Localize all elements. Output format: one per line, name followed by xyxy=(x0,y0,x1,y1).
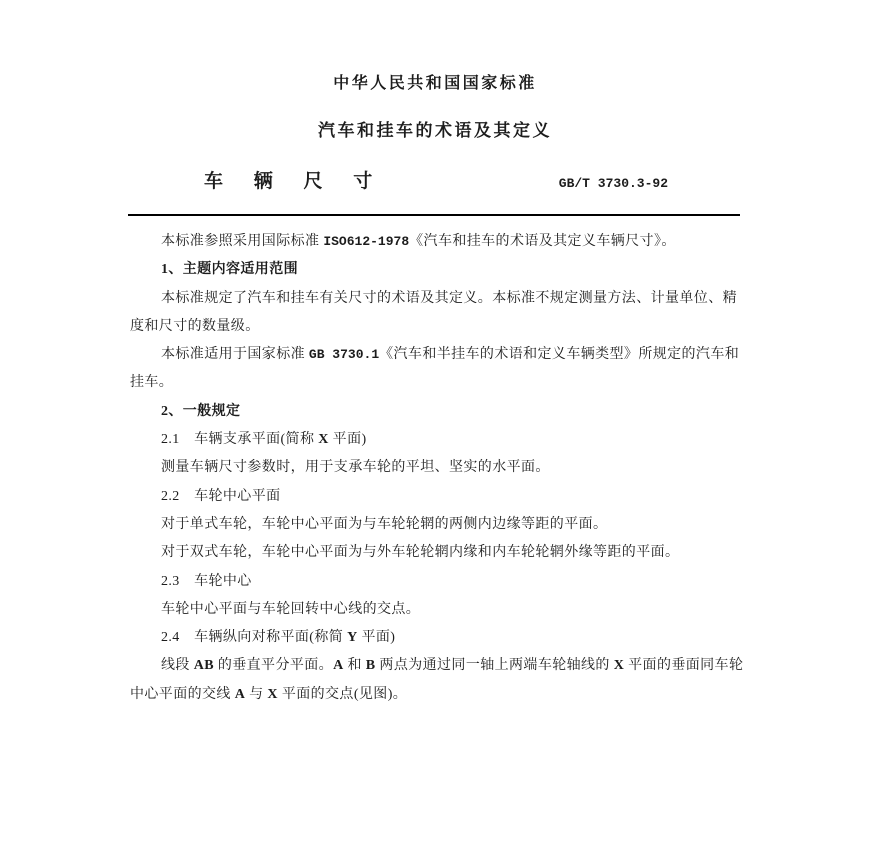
text-line xyxy=(130,681,750,709)
text-run: 与 xyxy=(245,686,268,702)
section-heading xyxy=(130,256,750,284)
text-run: 和 xyxy=(343,658,366,674)
text-line xyxy=(130,228,750,256)
text-run: 2.2 车轮中心平面 xyxy=(161,488,281,504)
text-line xyxy=(130,426,750,454)
text-line xyxy=(130,539,750,567)
text-run: 1、主题内容适用范围 xyxy=(161,262,298,278)
standard-subtitle: 汽车和挂车的术语及其定义 xyxy=(318,121,552,140)
doc-title-row xyxy=(0,171,870,195)
text-run: GB 3730.1 xyxy=(308,347,380,363)
text-line xyxy=(130,568,750,596)
text-run: 2.3 车轮中心 xyxy=(161,573,252,589)
text-line xyxy=(130,285,750,313)
text-run: 平面) xyxy=(328,432,367,448)
document-body xyxy=(0,216,870,709)
text-run: 2.1 车辆支承平面(简称 xyxy=(161,432,319,448)
text-run: ISO612-1978 xyxy=(323,234,410,249)
text-run: 2、一般规定 xyxy=(161,403,241,419)
text-run: 平面的交点(见图)。 xyxy=(277,686,408,702)
text-run: 挂车。 xyxy=(130,375,174,391)
text-run: A xyxy=(333,658,344,674)
text-line xyxy=(130,313,750,341)
document-header xyxy=(0,0,870,216)
text-line xyxy=(130,369,750,397)
text-run: 2.4 车辆纵向对称平面(称简 xyxy=(161,630,348,646)
text-run: X xyxy=(267,686,278,702)
section-heading xyxy=(130,398,750,426)
section-title: 车 辆 尺 寸 xyxy=(204,171,386,192)
text-run: X xyxy=(613,658,625,674)
text-run: A xyxy=(234,686,246,702)
text-run: B xyxy=(365,658,376,674)
text-run: 平面) xyxy=(357,630,396,646)
text-run: X xyxy=(318,432,329,448)
text-line xyxy=(130,624,750,652)
text-run: 线段 xyxy=(161,658,194,674)
text-run: Y xyxy=(347,630,358,646)
text-run: AB xyxy=(193,658,214,674)
text-line xyxy=(130,652,750,680)
text-run: 《汽车和挂车的术语及其定义车辆尺寸》。 xyxy=(409,234,676,249)
text-run: 《汽车和半挂车的术语和定义车辆类型》所规定的汽车和 xyxy=(379,347,740,363)
text-run: 的垂直平分平面。 xyxy=(213,658,334,674)
text-run: 本标准规定了汽车和挂车有关尺寸的术语及其定义。本标准不规定测量方法、计量单位、精 xyxy=(161,290,737,306)
standard-title: 中华人民共和国国家标准 xyxy=(333,75,537,92)
text-line xyxy=(130,483,750,511)
text-run: 平面的垂面同车轮 xyxy=(624,658,744,674)
text-line xyxy=(130,596,750,624)
text-run: 对于双式车轮，车轮中心平面为与外车轮轮辋内缘和内车轮轮辋外缘等距的平面。 xyxy=(161,545,680,561)
text-run: 中心平面的交线 xyxy=(130,686,235,702)
text-line xyxy=(130,511,750,539)
text-run: 测量车辆尺寸参数时，用于支承车轮的平坦、坚实的水平面。 xyxy=(161,460,550,476)
text-run: 本标准参照采用国际标准 xyxy=(161,234,324,249)
text-run: 本标准适用于国家标准 xyxy=(161,347,309,363)
text-line xyxy=(130,341,750,369)
text-run: 对于单式车轮，车轮中心平面为与车轮轮辋的两侧内边缘等距的平面。 xyxy=(161,516,608,532)
text-line xyxy=(130,454,750,482)
text-run: 两点为通过同一轴上两端车轮轴线的 xyxy=(375,658,614,674)
text-run: 车轮中心平面与车轮回转中心线的交点。 xyxy=(161,601,421,617)
text-run: 度和尺寸的数量级。 xyxy=(130,318,260,334)
standard-number: GB/T 3730.3-92 xyxy=(558,176,668,191)
